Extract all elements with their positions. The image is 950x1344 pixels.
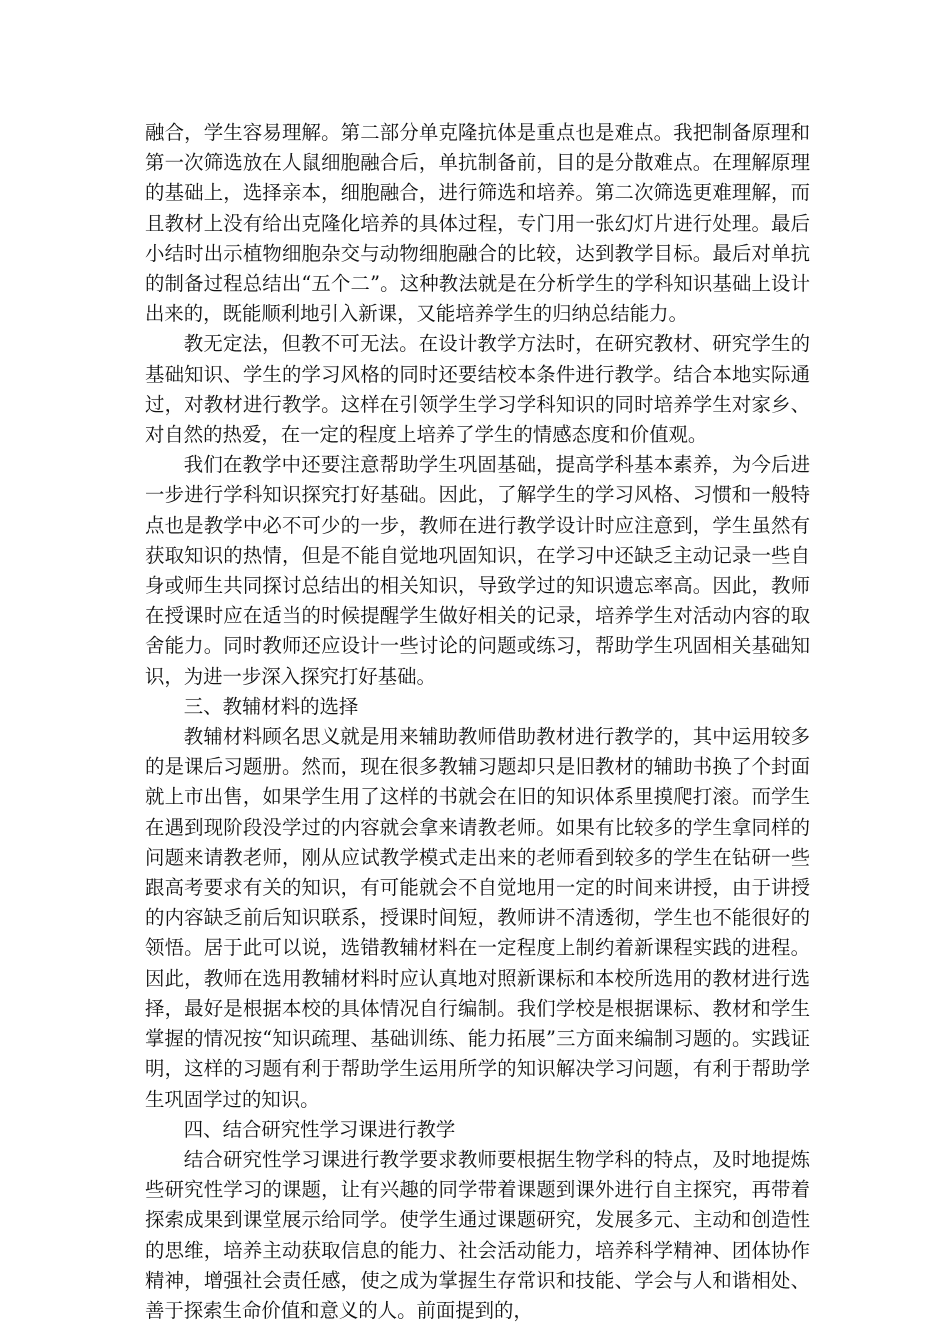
paragraph-3: 我们在教学中还要注意帮助学生巩固基础，提高学科基本素养，为今后进一步进行学科知识探究打好基础。因此，了解学生的学习风格、习惯和一般特点也是教学中必不可少的一步，教师在进行教学设计时应注意到，学生虽然有获取知识的热情，但是不能自觉地巩固知识，在学习中还缺乏主动记录一些自身或师生共同探讨总结出的相关知识，导致学过的知识遗忘率高。因此，教师在授课时应在适当的时候提醒学生做好相关的记录，培养学生对活动内容的取舍能力。同时教师还应设计一些讨论的问题或练习，帮助学生巩固相关基础知识，为进一步深入探究打好基础。 bbox=[145, 453, 810, 688]
paragraph-4: 教辅材料顾名思义就是用来辅助教师借助教材进行教学的，其中运用较多的是课后习题册。然而，现在很多教辅习题却只是旧教材的辅助书换了个封面就上市出售，如果学生用了这样的书就会在旧的知识体系里摸爬打滚。而学生在遇到现阶段没学过的内容就会拿来请教老师。如果有比较多的学生拿同样的问题来请教老师，刚从应试教学模式走出来的老师看到较多的学生在钻研一些跟高考要求有关的知识，有可能就会不自觉地用一定的时间来讲授，由于讲授的内容缺乏前后知识联系，授课时间短，教师讲不清透彻，学生也不能很好的领悟。居于此可以说，选错教辅材料在一定程度上制约着新课程实践的进程。因此，教师在选用教辅材料时应认真地对照新课标和本校所选用的教材进行选择，最好是根据本校的具体情况自行编制。我们学校是根据课标、教材和学生掌握的情况按“知识疏理、基础训练、能力拓展”三方面来编制习题的。实践证明，这样的习题有利于帮助学生运用所学的知识解决学习问题，有利于帮助学生巩固学过的知识。 bbox=[145, 725, 810, 1111]
section-heading-3: 三、教辅材料的选择 bbox=[183, 694, 359, 718]
paragraph-5: 结合研究性学习课进行教学要求教师要根据生物学科的特点，及时地提炼些研究性学习的课题，让有兴趣的同学带着课题到课外进行自主探究，再带着探索成果到课堂展示给同学。使学生通过课题研究，发展多元、主动和创造性的思维，培养主动获取信息的能力、社会活动能力，培养科学精神、团体协作精神，增强社会责任感，使之成为掌握生存常识和技能、学会与人和谐相处、善于探索生命价值和意义的人。前面提到的， bbox=[145, 1147, 810, 1322]
paragraph-1: 融合，学生容易理解。第二部分单克隆抗体是重点也是难点。我把制备原理和第一次筛选放在人鼠细胞融合后，单抗制备前，目的是分散难点。在理解原理的基础上，选择亲本，细胞融合，进行筛选和培养。第二次筛选更难理解，而且教材上没有给出克隆化培养的具体过程，专门用一张幻灯片进行处理。最后小结时出示植物细胞杂交与动物细胞融合的比较，达到教学目标。最后对单抗的制备过程总结出“五个二”。这种教法就是在分析学生的学科知识基础上设计出来的，既能顺利地引入新课，又能培养学生的归纳总结能力。 bbox=[145, 121, 810, 326]
section-heading-4: 四、结合研究性学习课进行教学 bbox=[183, 1117, 456, 1141]
paragraph-2: 教无定法，但教不可无法。在设计教学方法时，在研究教材、研究学生的基础知识、学生的学习风格的同时还要结校本条件进行教学。结合本地实际通过，对教材进行教学。这样在引领学生学习学科知识的同时培养学生对家乡、对自然的热爱，在一定的程度上培养了学生的情感态度和价值观。 bbox=[145, 332, 810, 447]
document-body bbox=[145, 118, 810, 1326]
